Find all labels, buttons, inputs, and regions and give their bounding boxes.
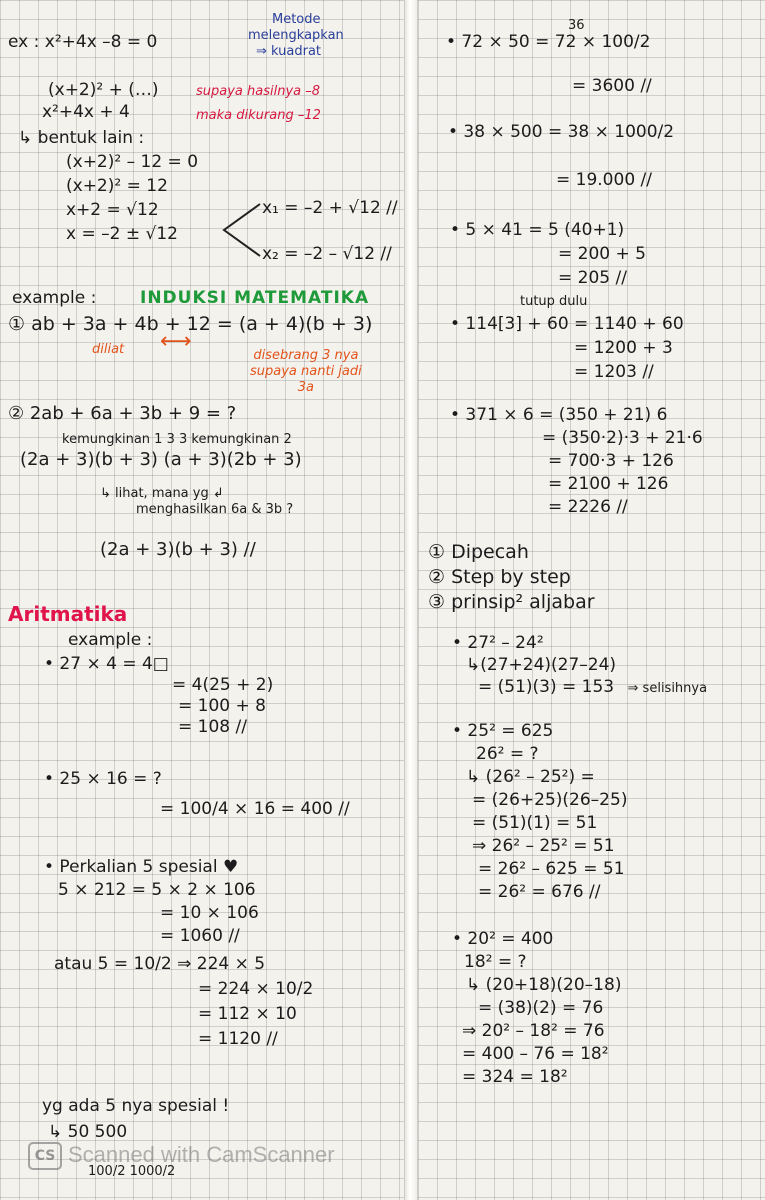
root-x1: x₁ = –2 + √12 //: [262, 198, 398, 218]
root-x2: x₂ = –2 – √12 //: [262, 244, 392, 264]
example-2-answer: (2a + 3)(b + 3) //: [100, 539, 256, 560]
right-ex-1: • 72 × 50 = 72 × 100/2: [446, 32, 651, 52]
lihat-note: ↳ lihat, mana yg ↲: [100, 486, 224, 501]
principles-list: ① Dipecah ② Step by step ③ prinsip² aljabar: [428, 541, 595, 613]
expanded-step: x²+4x + 4: [42, 102, 130, 122]
menghasilkan-note: menghasilkan 6a & 3b ?: [136, 502, 294, 517]
arith-example-2: • 25 × 16 = ? = 100/4 × 16 = 400 //: [44, 769, 350, 819]
cancel-36: 36: [568, 18, 585, 33]
note-subtract: maka dikurang –12: [196, 108, 321, 123]
aritmatika-title: Aritmatika: [8, 602, 128, 626]
solution-steps: (x+2)² – 12 = 0 (x+2)² = 12 x+2 = √12 x = –2 ± √12: [66, 152, 199, 244]
metode-title: Metode melengkapkan ⇒ kuadrat: [248, 12, 344, 59]
completing-square-step: (x+2)² + (…): [48, 80, 159, 100]
arith-example-1: • 27 × 4 = 4□ = 4(25 + 2) = 100 + 8 = 108 //: [44, 654, 274, 737]
disebrang-note: disebrang 3 nya supaya nanti jadi 3a: [250, 348, 362, 395]
example-1: ① ab + 3a + 4b + 12 = (a + 4)(b + 3): [8, 313, 373, 335]
right-ex-3: • 5 × 41 = 5 (40+1) = 200 + 5 = 205 //: [450, 220, 646, 288]
branch-bracket: [220, 200, 264, 260]
yg-ada-note: yg ada 5 nya spesial !: [42, 1096, 230, 1116]
arith-example-3: • Perkalian 5 spesial ♥ 5 × 212 = 5 × 2 × 106 = 10 × 106 = 1060 //: [44, 857, 259, 946]
square-diff-2: • 25² = 625 26² = ? ↳ (26² – 25²) = = (26+25)(26–25) = (51)(1) = 51 ⇒ 26² – 25² = 51 = 26² – 625 = 51 = 26² = 676 //: [452, 721, 628, 902]
diliat-note: diliat: [92, 342, 125, 357]
induksi-title: INDUKSI MATEMATIKA: [140, 288, 370, 308]
square-diff-3: • 20² = 400 18² = ? ↳ (20+18)(20–18) = (38)(2) = 76 ⇒ 20² – 18² = 76 = 400 – 76 = 18² = 324 = 18²: [452, 929, 622, 1087]
example-2: ② 2ab + 6a + 3b + 9 = ?: [8, 403, 237, 424]
kemungkinan-labels: kemungkinan 1 3 3 kemungkinan 2: [62, 432, 292, 447]
right-ex-5: • 371 × 6 = (350 + 21) 6 = (350·2)·3 + 21·6 = 700·3 + 126 = 2100 + 126 = 2226 //: [450, 405, 703, 517]
example-equation: ex : x²+4x –8 = 0: [8, 32, 158, 52]
camscanner-logo: CS: [28, 1142, 62, 1170]
square-diff-1: • 27² – 24² ↳(27+24)(27–24) = (51)(3) = 153 ⇒ selisihnya: [452, 633, 708, 697]
right-ex-2-result: = 19.000 //: [556, 170, 652, 190]
fifty-five-hundred: ↳ 50 500: [48, 1122, 128, 1142]
note-result: supaya hasilnya –8: [196, 84, 321, 99]
tutup-dulu-note: tutup dulu: [520, 294, 588, 309]
factor-options: (2a + 3)(b + 3) (a + 3)(2b + 3): [20, 449, 302, 470]
right-ex-4: • 114[3] + 60 = 1140 + 60 = 1200 + 3 = 1203 //: [450, 314, 684, 382]
camscanner-watermark: Scanned with CamScanner: [68, 1142, 335, 1167]
example-label: example :: [12, 288, 97, 308]
example-label-2: example :: [68, 630, 153, 650]
bentuk-lain-label: ↳ bentuk lain :: [18, 128, 145, 148]
atau-example: atau 5 = 10/2 ⇒ 224 × 5 = 224 × 10/2 = 112 × 10 = 1120 //: [54, 954, 314, 1049]
notebook-spine: [404, 0, 418, 1200]
right-ex-1-result: = 3600 //: [572, 76, 652, 96]
fraction-pair: 100/2 1000/2: [88, 1164, 176, 1179]
right-ex-2: • 38 × 500 = 38 × 1000/2: [448, 122, 675, 142]
arrow-icon: ⟷: [160, 329, 192, 354]
